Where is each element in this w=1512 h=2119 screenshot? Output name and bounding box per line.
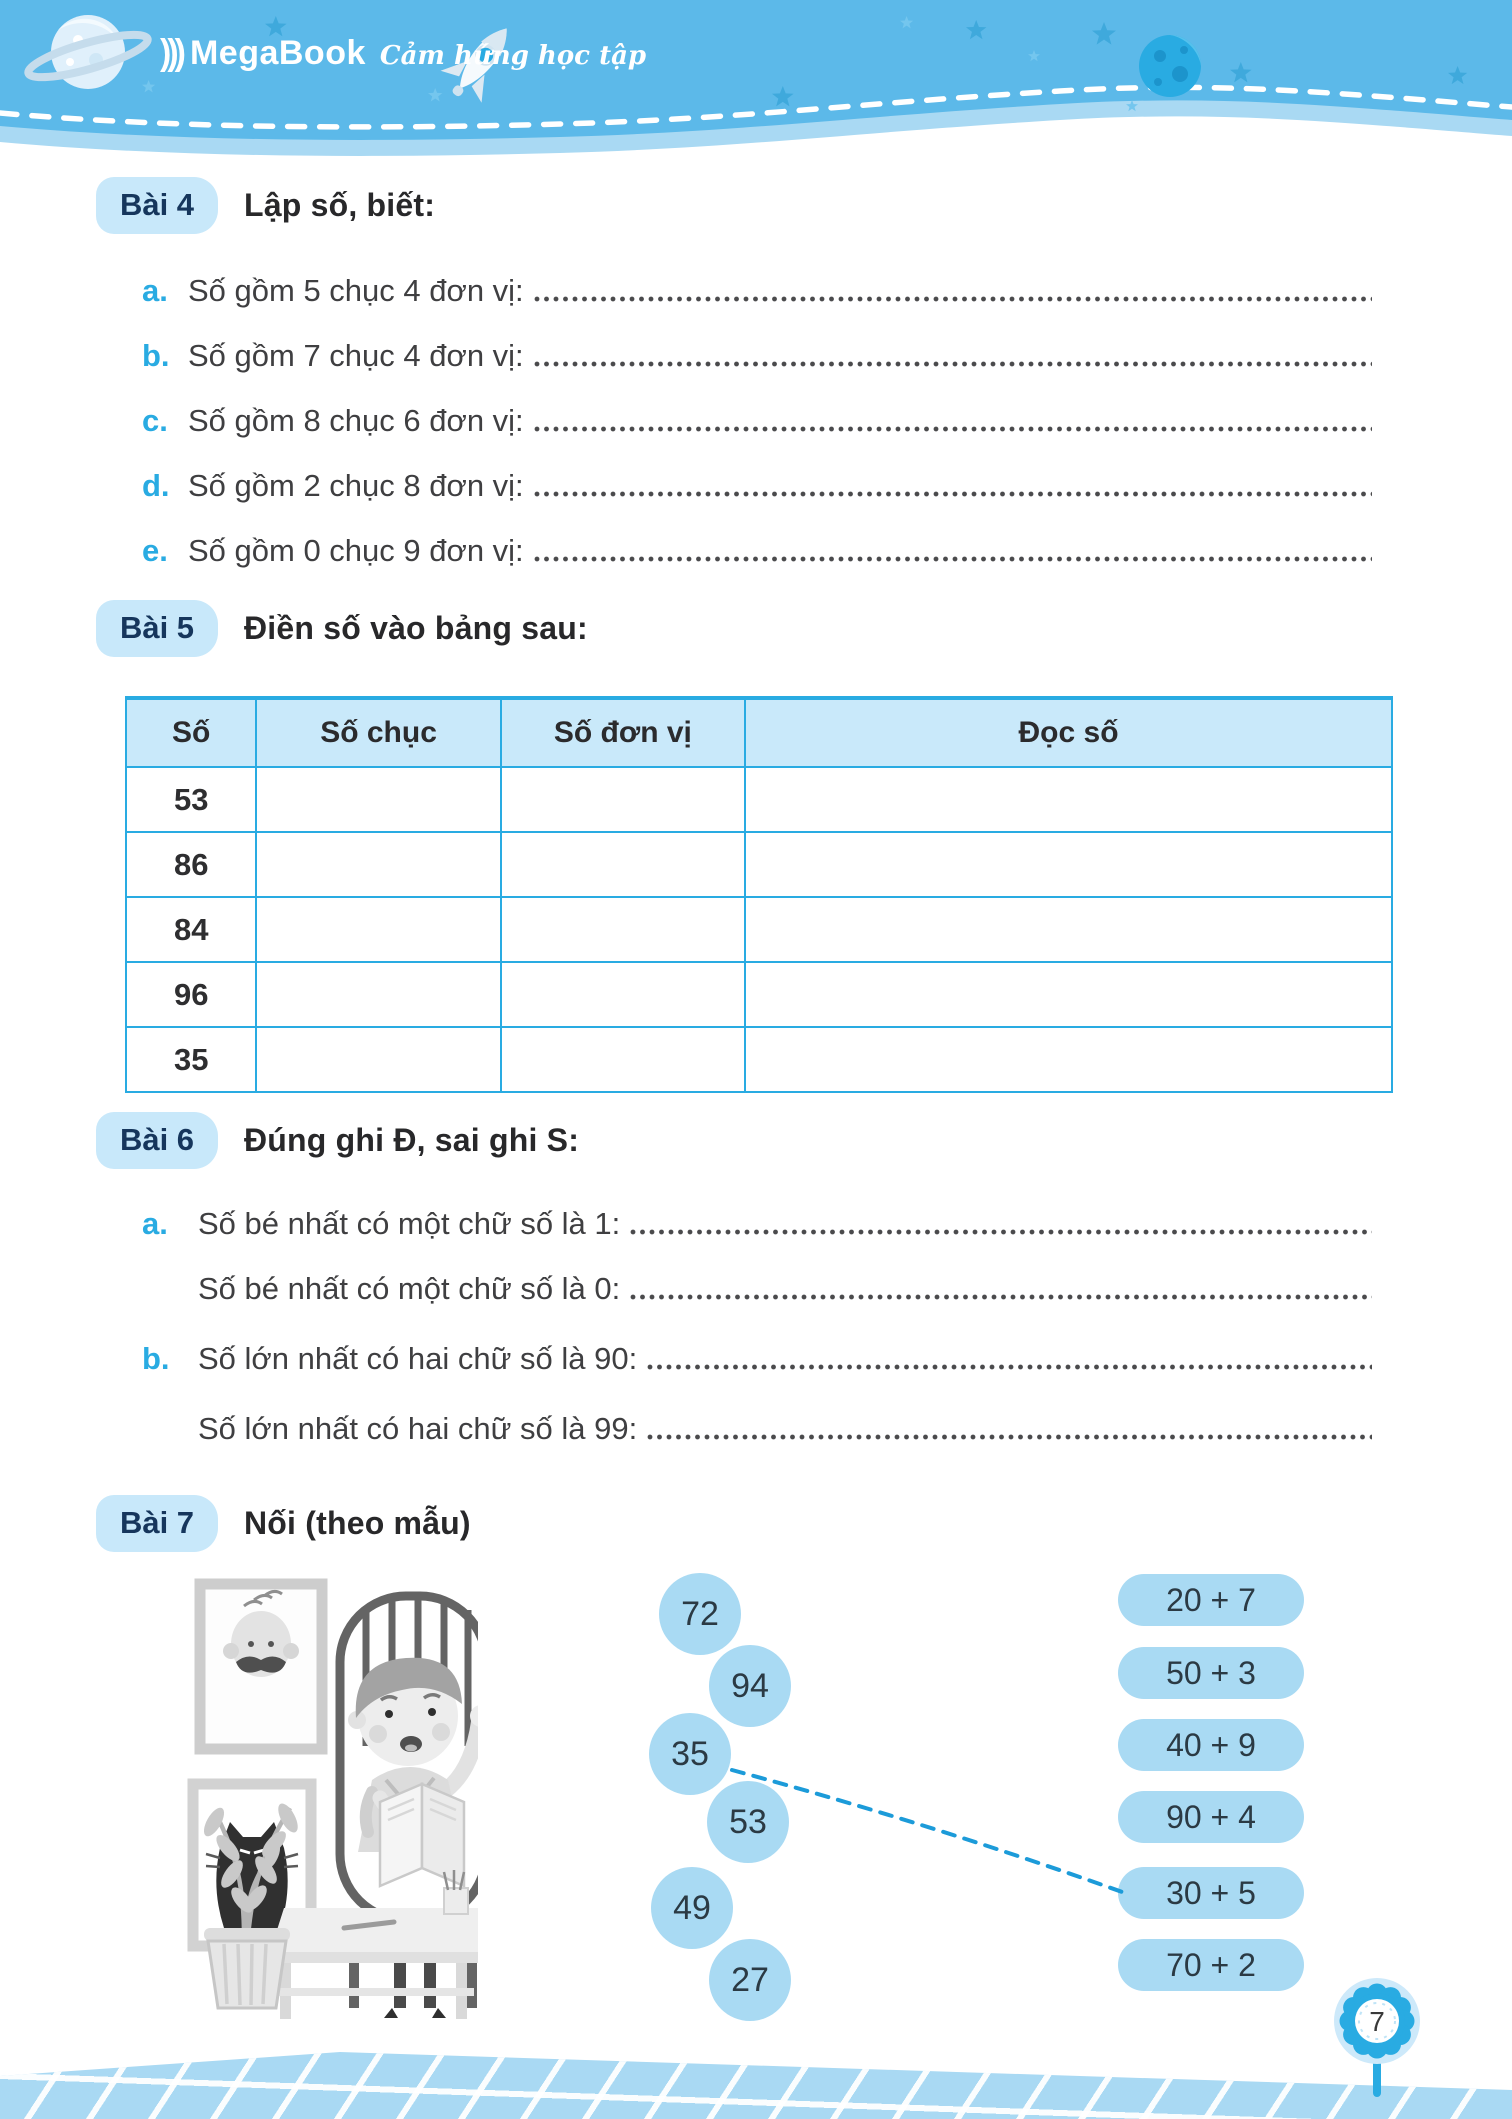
answer-cell[interactable] bbox=[256, 832, 500, 897]
section-bai6-heading bbox=[96, 1111, 579, 1169]
item-letter: c. bbox=[142, 403, 168, 439]
item-text: Số bé nhất có một chữ số là 1: bbox=[198, 1206, 621, 1242]
item-letter: a. bbox=[142, 1206, 168, 1242]
answer-blank[interactable] bbox=[630, 1288, 1372, 1300]
bai5-table bbox=[125, 696, 1393, 1093]
bai6-badge: Bài 6 bbox=[96, 1112, 218, 1169]
match-pill-40-9[interactable]: 40 + 9 bbox=[1118, 1719, 1304, 1771]
table-header-row bbox=[126, 698, 1392, 767]
answer-cell[interactable] bbox=[256, 962, 500, 1027]
bai6-row-b2 bbox=[142, 1401, 1374, 1447]
item-letter: b. bbox=[142, 1341, 170, 1377]
footer-grid-band bbox=[0, 2040, 1512, 2119]
boy-at-desk-illustration bbox=[148, 1556, 478, 2026]
header-decoration bbox=[0, 0, 1512, 170]
number-cell: 96 bbox=[126, 962, 256, 1027]
logo-text: MegaBook bbox=[189, 34, 366, 72]
match-pill-50-3[interactable]: 50 + 3 bbox=[1118, 1647, 1304, 1699]
item-letter: b. bbox=[142, 338, 170, 374]
logo-tagline: Cảm hứng học tập bbox=[379, 41, 647, 71]
section-bai4-heading bbox=[96, 176, 435, 234]
item-letter: a. bbox=[142, 273, 168, 309]
table-row bbox=[126, 832, 1392, 897]
bai4-item-e bbox=[142, 523, 1374, 569]
number-cell: 35 bbox=[126, 1027, 256, 1092]
answer-blank[interactable] bbox=[534, 290, 1372, 302]
match-circle-72[interactable]: 72 bbox=[659, 1573, 741, 1655]
answer-cell[interactable] bbox=[256, 1027, 500, 1092]
item-text: Số lớn nhất có hai chữ số là 99: bbox=[198, 1411, 638, 1447]
table-row bbox=[126, 1027, 1392, 1092]
bai4-item-c bbox=[142, 393, 1374, 439]
number-cell: 53 bbox=[126, 767, 256, 832]
match-circle-94[interactable]: 94 bbox=[709, 1645, 791, 1727]
bai7-title: Nối (theo mẫu) bbox=[244, 1504, 471, 1541]
page-number-badge bbox=[1333, 1977, 1421, 2099]
answer-blank[interactable] bbox=[647, 1358, 1372, 1370]
match-circle-35[interactable]: 35 bbox=[649, 1713, 731, 1795]
section-bai5-heading bbox=[96, 599, 588, 657]
col-header-doc-so: Đọc số bbox=[745, 698, 1392, 767]
bai6-title: Đúng ghi Đ, sai ghi S: bbox=[244, 1121, 580, 1158]
answer-cell[interactable] bbox=[501, 962, 745, 1027]
bai4-title: Lập số, biết: bbox=[244, 186, 436, 223]
answer-blank[interactable] bbox=[534, 355, 1372, 367]
match-circle-27[interactable]: 27 bbox=[709, 1939, 791, 2021]
bai6-row-a1 bbox=[142, 1196, 1374, 1242]
item-letter: e. bbox=[142, 533, 168, 569]
bai4-badge: Bài 4 bbox=[96, 177, 218, 234]
answer-blank[interactable] bbox=[630, 1223, 1372, 1235]
answer-blank[interactable] bbox=[647, 1428, 1372, 1440]
answer-cell[interactable] bbox=[745, 832, 1392, 897]
answer-blank[interactable] bbox=[534, 420, 1372, 432]
answer-cell[interactable] bbox=[501, 767, 745, 832]
table-row bbox=[126, 767, 1392, 832]
item-text: Số gồm 7 chục 4 đơn vị: bbox=[188, 338, 524, 374]
item-text: Số gồm 8 chục 6 đơn vị: bbox=[188, 403, 524, 439]
answer-cell[interactable] bbox=[256, 767, 500, 832]
logo-chevrons-icon: ))) bbox=[160, 33, 182, 73]
match-pill-70-2[interactable]: 70 + 2 bbox=[1118, 1939, 1304, 1991]
answer-cell[interactable] bbox=[501, 832, 745, 897]
item-text: Số gồm 5 chục 4 đơn vị: bbox=[188, 273, 524, 309]
number-cell: 86 bbox=[126, 832, 256, 897]
match-pill-20-7[interactable]: 20 + 7 bbox=[1118, 1574, 1304, 1626]
bai4-item-a bbox=[142, 263, 1374, 309]
item-text: Số gồm 2 chục 8 đơn vị: bbox=[188, 468, 524, 504]
answer-cell[interactable] bbox=[745, 897, 1392, 962]
col-header-so: Số bbox=[126, 698, 256, 767]
example-connection-line bbox=[720, 1755, 1140, 1910]
table-row bbox=[126, 962, 1392, 1027]
portrait-frame bbox=[200, 1584, 322, 1749]
bai4-item-d bbox=[142, 458, 1374, 504]
bai5-title: Điền số vào bảng sau: bbox=[244, 609, 588, 646]
answer-cell[interactable] bbox=[745, 1027, 1392, 1092]
bai6-row-b1 bbox=[142, 1331, 1374, 1377]
answer-blank[interactable] bbox=[534, 485, 1372, 497]
item-letter: d. bbox=[142, 468, 170, 504]
table-row bbox=[126, 897, 1392, 962]
moon-icon bbox=[1139, 35, 1201, 97]
number-cell: 84 bbox=[126, 897, 256, 962]
answer-cell[interactable] bbox=[501, 1027, 745, 1092]
brand-logo bbox=[160, 34, 646, 73]
item-text: Số gồm 0 chục 9 đơn vị: bbox=[188, 533, 524, 569]
bai6-row-a2 bbox=[142, 1261, 1374, 1307]
answer-blank[interactable] bbox=[534, 550, 1372, 562]
col-header-so-don-vi: Số đơn vị bbox=[501, 698, 745, 767]
bai5-badge: Bài 5 bbox=[96, 600, 218, 657]
section-bai7-heading bbox=[96, 1494, 471, 1552]
answer-cell[interactable] bbox=[745, 767, 1392, 832]
book bbox=[380, 1784, 464, 1886]
bai7-badge: Bài 7 bbox=[96, 1495, 218, 1552]
answer-cell[interactable] bbox=[256, 897, 500, 962]
match-pill-90-4[interactable]: 90 + 4 bbox=[1118, 1791, 1304, 1843]
item-text: Số lớn nhất có hai chữ số là 90: bbox=[198, 1341, 638, 1377]
match-circle-49[interactable]: 49 bbox=[651, 1867, 733, 1949]
answer-cell[interactable] bbox=[745, 962, 1392, 1027]
answer-cell[interactable] bbox=[501, 897, 745, 962]
item-text: Số bé nhất có một chữ số là 0: bbox=[198, 1271, 621, 1307]
bai4-item-b bbox=[142, 328, 1374, 374]
match-pill-30-5[interactable]: 30 + 5 bbox=[1118, 1867, 1304, 1919]
col-header-so-chuc: Số chục bbox=[256, 698, 500, 767]
match-circle-53[interactable]: 53 bbox=[707, 1781, 789, 1863]
page-number: 7 bbox=[1369, 2006, 1385, 2037]
